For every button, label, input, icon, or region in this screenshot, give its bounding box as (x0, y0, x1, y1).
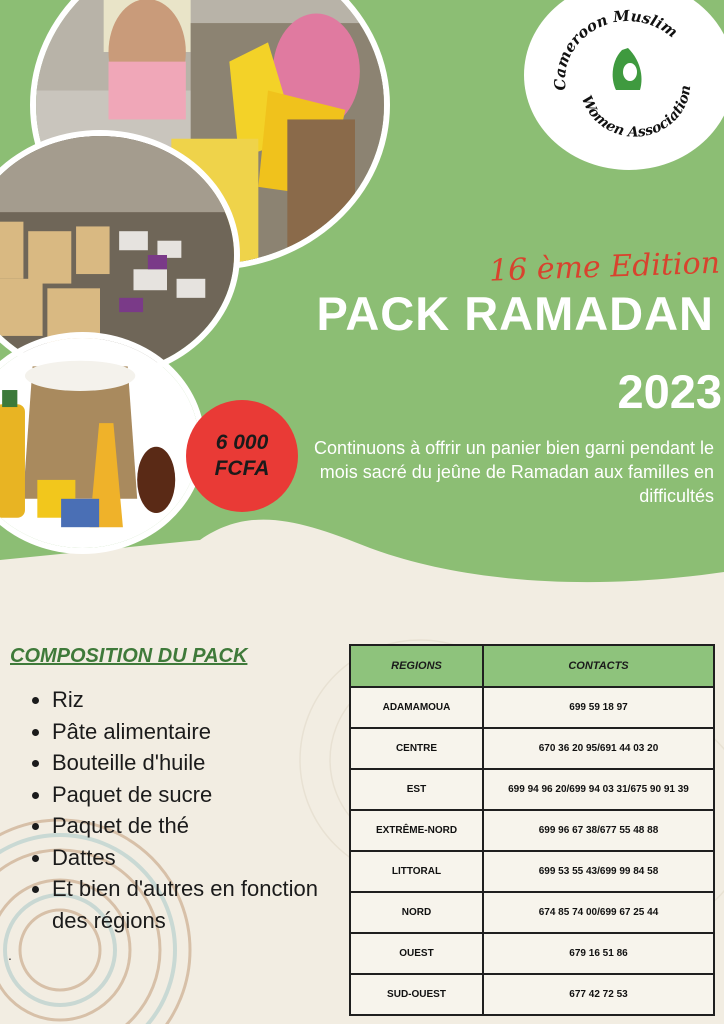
logo-text-top: Cameroon Muslim (550, 6, 682, 92)
header-regions: REGIONS (350, 645, 483, 687)
table-row (350, 933, 714, 974)
contact-cell: 699 53 55 43/699 99 84 58 (483, 851, 714, 892)
list-item: • Bouteille d'huile (52, 747, 352, 779)
contact-cell: 670 36 20 95/691 44 03 20 (483, 728, 714, 769)
price-badge (186, 400, 298, 512)
region-cell: LITTORAL (350, 851, 483, 892)
table-row (350, 851, 714, 892)
table-row (350, 810, 714, 851)
contact-cell: 699 96 67 38/677 55 48 88 (483, 810, 714, 851)
contacts-table (349, 644, 715, 1016)
region-cell: CENTRE (350, 728, 483, 769)
table-row (350, 769, 714, 810)
list-item: • Et bien d'autres en fonction des régions (52, 873, 352, 936)
contact-cell: 677 42 72 53 (483, 974, 714, 1015)
composition-title: COMPOSITION DU PACK (10, 645, 248, 667)
contact-cell: 679 16 51 86 (483, 933, 714, 974)
table-row (350, 687, 714, 728)
description-text: Continuons à offrir un panier bien garni pendant le mois sacré du jeûne de Ramadan aux familles en difficultés (314, 438, 714, 506)
header-contacts: CONTACTS (483, 645, 714, 687)
edition-label: 16 ème Edition (488, 245, 721, 289)
list-item: • Paquet de thé (52, 810, 352, 842)
page-title: PACK RAMADAN (316, 287, 714, 340)
list-item: • Pâte alimentaire (52, 716, 352, 748)
list-item: • Riz (52, 684, 352, 716)
contact-cell: 674 85 74 00/699 67 25 44 (483, 892, 714, 933)
region-cell: EST (350, 769, 483, 810)
association-logo (524, 0, 724, 170)
trailing-dot: . (8, 947, 12, 963)
region-cell: NORD (350, 892, 483, 933)
region-cell: SUD-OUEST (350, 974, 483, 1015)
table-row (350, 974, 714, 1015)
region-cell: ADAMAMOUA (350, 687, 483, 728)
table-row (350, 892, 714, 933)
price-currency: FCFA (214, 457, 270, 480)
svg-text:Women Association (578, 84, 694, 140)
contact-cell: 699 94 96 20/699 94 03 31/675 90 91 39 (483, 769, 714, 810)
list-item: • Dattes (52, 842, 352, 874)
region-cell: OUEST (350, 933, 483, 974)
year-label: 2023 (617, 365, 722, 418)
contact-cell: 699 59 18 97 (483, 687, 714, 728)
price-amount: 6 000 (215, 431, 269, 454)
table-row (350, 728, 714, 769)
region-cell: EXTRÊME-NORD (350, 810, 483, 851)
composition-list (26, 684, 352, 936)
table-header-row (350, 645, 714, 687)
logo-text-bottom: Women Association (577, 84, 695, 141)
list-item: • Paquet de sucre (52, 779, 352, 811)
